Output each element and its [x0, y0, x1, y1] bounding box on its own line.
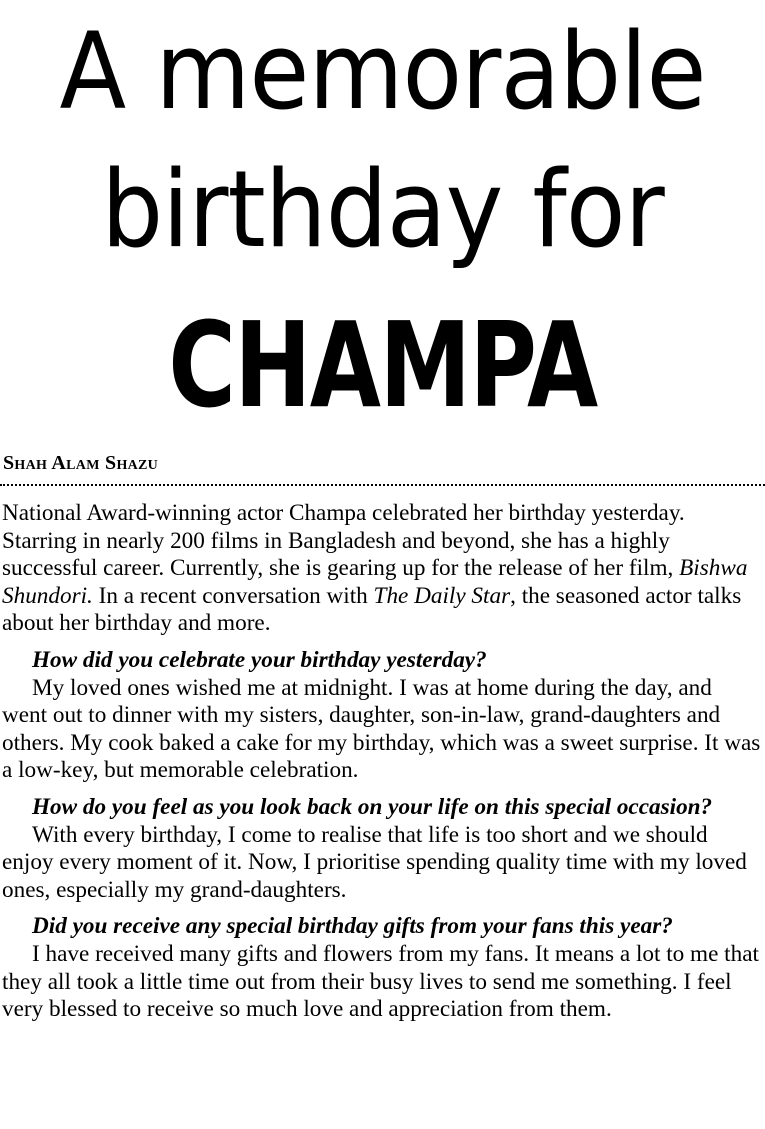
question-3: Did you receive any special birthday gifts from your fans this year?	[32, 913, 673, 940]
publication-name: The Daily Star	[373, 582, 511, 609]
intro-text-2: In a recent conversation with	[92, 582, 374, 609]
question-2: How do you feel as you look back on your life on this special occasion?	[32, 793, 713, 820]
answer-1: My loved ones wished me at midnight. I was at home during the day, and went out to dinner with my sisters, daughter, son-in-law, grand-daughters and others. My cook baked a cake for my birthday, which was a sweet surprise. It was a low-key, but memorable celebration.	[2, 674, 761, 784]
intro-text-3: , the seasoned actor talks about her birthday and more.	[2, 582, 742, 637]
film-title: Bishwa Shundori.	[2, 555, 748, 609]
headline-line-2: birthday for	[101, 148, 664, 271]
answer-3: I have received many gifts and flowers from my fans. It means a lot to me that they all took a little time out from their busy lives to send me something. I feel very blessed to receive so much love and appreciation from them.	[2, 940, 759, 1023]
intro-paragraph	[2, 500, 762, 638]
author-byline: Shah Alam Shazu	[3, 452, 159, 474]
dotted-divider	[0, 484, 765, 486]
article-body	[2, 500, 762, 1024]
answer-2: With every birthday, I come to realise that life is too short and we should enjoy every moment of it. Now, I prioritise spending quality time with my loved ones, especially my grand-daughters.	[2, 821, 747, 903]
headline-name: CHAMPA	[168, 296, 597, 434]
headline-line-1: A memorable	[59, 10, 706, 133]
intro-text-1: National Award-winning actor Champa celebrated her birthday yesterday. Starring in nearly 200 films in Bangladesh and beyond, she has a highly successful career. Currently, she is gearing up for the release of her film,	[2, 500, 685, 582]
question-1: How did you celebrate your birthday yesterday?	[32, 646, 487, 673]
